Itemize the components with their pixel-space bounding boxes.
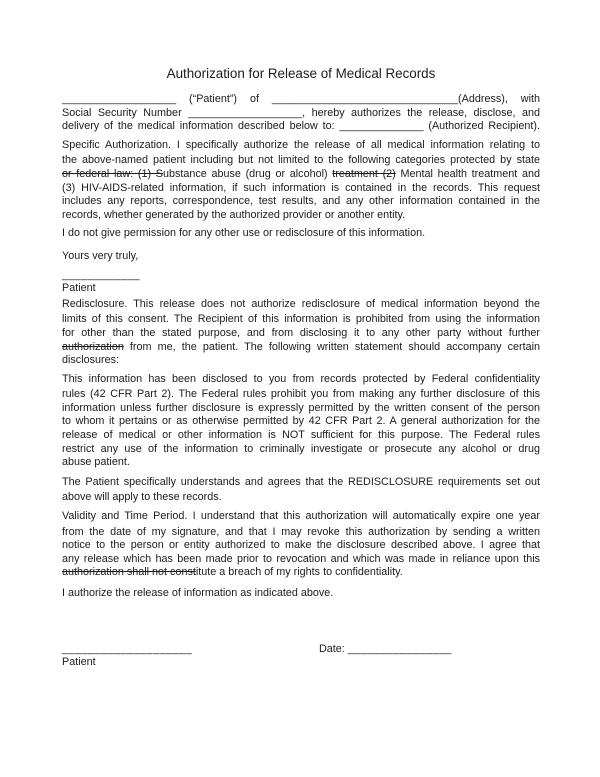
text-segment: ___________________ (“Patient”) of _______________________________(Address), with bbox=[62, 93, 540, 105]
strikethrough-text: or federal law: (1) S bbox=[62, 167, 163, 180]
text-line bbox=[62, 526, 540, 540]
p-yours bbox=[62, 250, 540, 264]
text-line bbox=[62, 93, 540, 107]
text-line bbox=[62, 154, 540, 168]
signature-block bbox=[62, 643, 540, 670]
text-line bbox=[62, 139, 540, 153]
text-line bbox=[62, 313, 540, 327]
p-understands bbox=[62, 476, 540, 505]
text-line bbox=[62, 415, 540, 429]
text-line bbox=[62, 443, 540, 457]
text-segment: This information has been disclosed to you from records protected by Federal confidentiality bbox=[62, 372, 540, 385]
text-line bbox=[62, 195, 540, 209]
text-segment: ubstance abuse (drug or alcohol) bbox=[162, 167, 333, 180]
text-segment: I do not give permission for any other use or redisclosure of this information. bbox=[62, 227, 426, 240]
text-segment: the above-named patient including but not limited to the following categories protected by state bbox=[62, 154, 540, 167]
date-label: Date: bbox=[319, 642, 348, 655]
p-specific-authorization bbox=[62, 139, 540, 223]
text-line bbox=[62, 120, 540, 134]
text-segment: Validity and Time Period. I understand that this authorization will automatically expire one year bbox=[62, 510, 540, 523]
text-segment: information unless further disclosure is expressly permitted by the written consent of the person bbox=[62, 401, 540, 414]
text-segment: restrict any use of the information to criminally investigate or prosecute any alcohol or drug bbox=[62, 442, 540, 455]
sig-patient-top bbox=[62, 269, 540, 296]
text-line bbox=[62, 341, 540, 355]
text-segment: release of medical or other information is NOT sufficient for this purpose. The Federal rules bbox=[62, 429, 540, 442]
bottom-signature-row bbox=[62, 643, 540, 670]
text-segment: Yours very truly, bbox=[62, 249, 139, 262]
strikethrough-text: authorization bbox=[62, 340, 124, 353]
text-segment: from me, the patient. The following written statement should accompany certain bbox=[123, 340, 540, 353]
text-line bbox=[62, 373, 540, 387]
text-line bbox=[62, 476, 540, 490]
strikethrough-text: authorization shall not const bbox=[62, 566, 196, 579]
text-segment: Redisclosure. This release does not authorize redisclosure of medical information beyond the bbox=[62, 297, 540, 310]
text-segment: Social Security Number ___________________, hereby authorizes the release, disclose, and bbox=[62, 106, 540, 119]
text-line bbox=[62, 429, 540, 443]
text-segment: to whom it pertains or as otherwise permitted by 42 CFR Part 2. A general authorization for the bbox=[62, 415, 540, 428]
p-validity bbox=[62, 510, 540, 580]
p-federal-rules bbox=[62, 373, 540, 470]
text-segment: The Patient specifically understands and agrees that the REDISCLOSURE requirements set out bbox=[62, 475, 540, 488]
p-authorize bbox=[62, 587, 540, 601]
signature-line: ____________________ bbox=[62, 642, 193, 655]
text-line bbox=[62, 354, 540, 368]
text-segment: Mental health treatment and bbox=[395, 167, 540, 180]
text-line bbox=[62, 553, 540, 567]
text-segment: I authorize the release of information as indicated above. bbox=[62, 587, 334, 599]
text-line bbox=[62, 209, 540, 223]
text-segment: for other than the stated purpose, and from disclosing it to any other party without further bbox=[62, 326, 540, 339]
text-segment: Specific Authorization. I specifically authorize the release of all medical information relating to bbox=[62, 138, 540, 151]
text-segment: rules (42 CFR Part 2). The Federal rules prohibit you from making any further disclosure of this bbox=[62, 388, 540, 401]
signature-line: ____________ bbox=[62, 268, 141, 281]
text-line bbox=[62, 327, 540, 341]
text-segment: any release which has been made prior to revocation and which was made in reliance upon this bbox=[62, 552, 540, 565]
text-segment: limits of this consent. The Recipient of this information is prohibited from using the information bbox=[62, 313, 540, 326]
text-segment: records, whether generated by the authorized provider or another entity. bbox=[62, 208, 406, 221]
text-line bbox=[62, 107, 540, 121]
text-line bbox=[62, 491, 540, 505]
text-line bbox=[62, 298, 540, 312]
text-segment: above will apply to these records. bbox=[62, 491, 222, 504]
text-line bbox=[62, 587, 540, 601]
text-segment: notice to the person or entity authorized to make the disclosure described above. I agree that bbox=[62, 539, 540, 552]
text-segment: delivery of the medical information described below to: ______________ (Authorized Recipient). bbox=[62, 120, 540, 133]
strikethrough-text: treatment (2) bbox=[332, 167, 396, 180]
signature-label: Patient bbox=[62, 656, 96, 669]
p-no-permission bbox=[62, 227, 540, 241]
text-line bbox=[62, 168, 540, 182]
date-field bbox=[319, 643, 452, 657]
page-title: Authorization for Release of Medical Records bbox=[166, 66, 436, 81]
text-segment: abuse patient. bbox=[62, 456, 130, 469]
document-body bbox=[62, 93, 540, 670]
text-segment: from the date of my signature, and that I may revoke this authorization by sending a written bbox=[62, 525, 540, 538]
date-line: ________________ bbox=[347, 642, 452, 655]
text-line bbox=[62, 250, 540, 264]
signature-label: Patient bbox=[62, 282, 96, 295]
text-segment: disclosures: bbox=[62, 354, 120, 367]
p-redisclosure bbox=[62, 298, 540, 368]
text-line bbox=[62, 566, 540, 580]
p-intro bbox=[62, 93, 540, 134]
text-line bbox=[62, 539, 540, 553]
text-line bbox=[62, 182, 540, 196]
text-segment: itute a breach of my rights to confidentiality. bbox=[195, 566, 403, 579]
text-line bbox=[62, 456, 540, 470]
text-segment: includes any reports, correspondence, test results, and any other information contained in the bbox=[62, 195, 540, 208]
text-line bbox=[62, 402, 540, 416]
text-line bbox=[62, 510, 540, 524]
text-line bbox=[62, 388, 540, 402]
text-line bbox=[62, 227, 540, 241]
text-segment: (3) HIV-AIDS-related information, if such information is contained in the records. This request bbox=[62, 181, 540, 194]
